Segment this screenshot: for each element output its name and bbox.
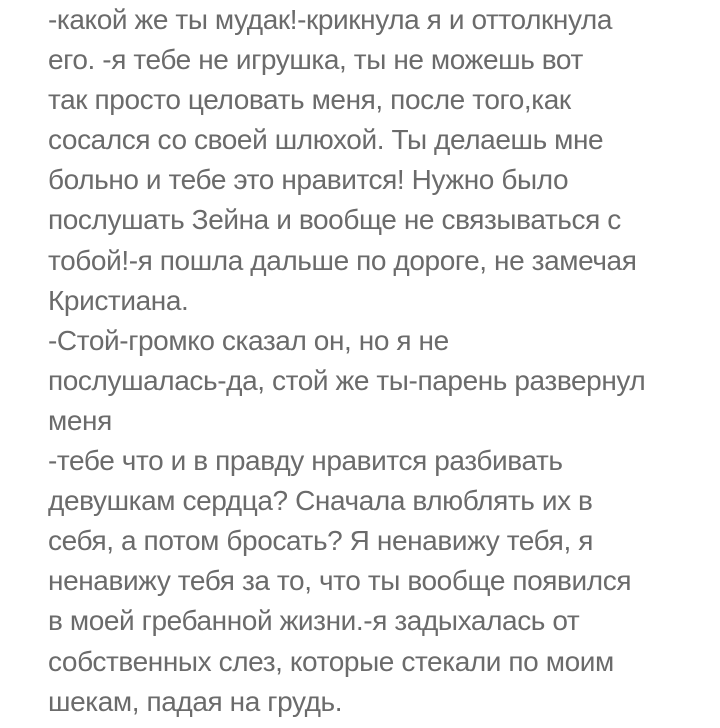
text-line: собственных слез, которые стекали по моим xyxy=(48,645,614,677)
text-line: больно и тебе это нравится! Нужно было xyxy=(48,164,569,196)
text-line: шекам, падая на грудь. xyxy=(48,685,343,717)
text-line: -Стой-громко сказал он, но я не xyxy=(48,324,449,356)
text-line: сосался со своей шлюхой. Ты делаешь мне xyxy=(48,124,604,156)
text-line: себя, а потом бросать? Я ненавижу тебя, я xyxy=(48,525,593,557)
text-line: ненавижу тебя за то, что ты вообще появился xyxy=(48,565,632,597)
text-line: тобой!-я пошла дальше по дороге, не замечая xyxy=(48,244,637,276)
text-line: Кристиана. xyxy=(48,284,189,316)
text-line: послушать Зейна и вообще не связываться с xyxy=(48,204,621,236)
text-line: послушалась-да, стой же ты-парень развернул xyxy=(48,364,646,396)
text-line: девушкам сердца? Сначала влюблять их в xyxy=(48,485,593,517)
story-text xyxy=(48,0,708,722)
text-line: в моей гребанной жизни.-я задыхалась от xyxy=(48,605,580,637)
text-line: меня xyxy=(48,404,112,436)
text-line: так просто целовать меня, после того,как xyxy=(48,84,571,116)
text-line: его. -я тебе не игрушка, ты не можешь вот xyxy=(48,44,583,76)
text-line: -какой же ты мудак!-крикнула я и оттолкнула xyxy=(48,4,613,35)
text-line: -тебе что и в правду нравится разбивать xyxy=(48,445,563,477)
